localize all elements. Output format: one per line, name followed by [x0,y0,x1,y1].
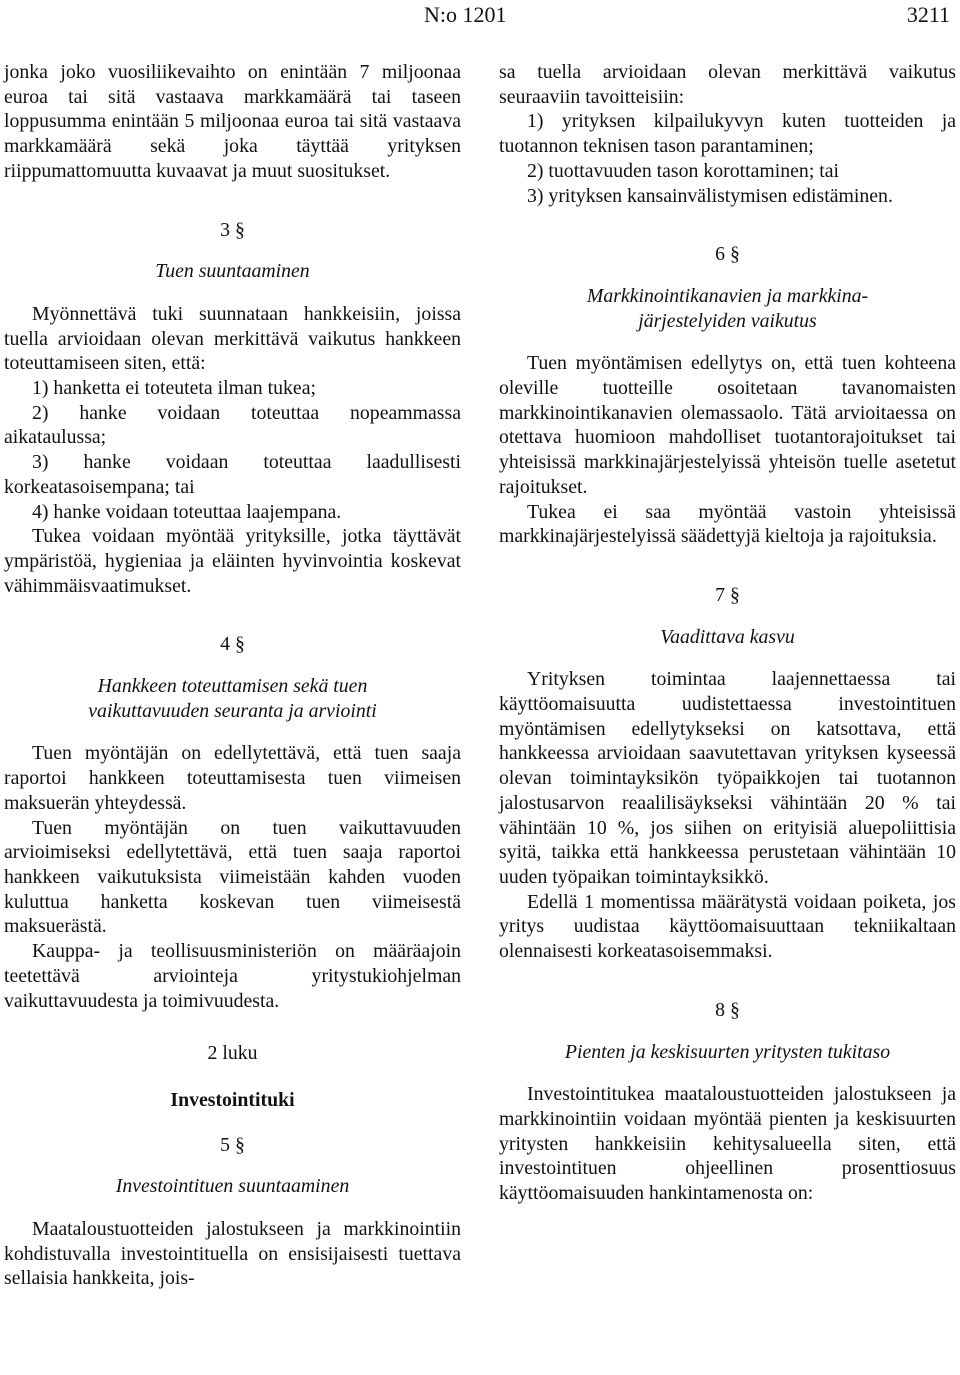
list-item: 3) yrityksen kansainvälistymisen edistäminen. [527,184,893,207]
list-item: 3) hanke voidaan toteuttaa laadullisesti korkeatasoisempana; tai [4,451,461,498]
section-3-paragraph: Tukea voidaan myöntää yrityksille, jotka täyttävät ympäristöä, hygieniaa ja eläinten hyvinvointia koskevat vähimmäisvaatimukset. [4,525,461,597]
section-3-title: Tuen suuntaaminen [155,260,310,283]
section-7-title: Vaadittava kasvu [660,625,795,648]
continued-paragraph: sa tuella arvioidaan olevan merkittävä vaikutus seuraaviin tavoitteisiin: [499,61,956,108]
list-item: 1) yrityksen kilpailukyvyn kuten tuotteiden ja tuotannon teknisen tason parantaminen; [499,110,956,158]
section-6-paragraph: Tukea ei saa myöntää vastoin yhteisissä markkinajärjestelyissä säädettyjä kieltoja ja rajoituksia. [499,500,956,548]
section-6-title-line: järjestelyiden vaikutus [638,309,817,332]
section-4-title-line: vaikuttavuuden seuranta ja arviointi [88,699,377,722]
section-7-paragraph: Edellä 1 momentissa määrätystä voidaan poiketa, jos yritys uudistaa käyttöomaisuuttaan tekniikaltaan olennaisesti korkeatasoisemmaksi. [499,890,956,963]
right-column [499,60,956,1206]
list-item: 2) tuottavuuden tason korottaminen; tai [527,159,840,182]
section-5-number: 5 § [220,1133,245,1156]
section-8-paragraph: Investointitukea maataloustuotteiden jalostukseen ja markkinointiin voidaan myöntää pienten ja keskisuurten yritysten hankkeisiin kehitysalueella siten, että investointituen ohjeellinen prosenttiosuus käyttöomaisuuden hankintamenosta on: [499,1083,956,1205]
intro-paragraph: jonka joko vuosiliikevaihto on enintään 7 miljoonaa euroa tai sitä vastaava markkamäärä tai taseen loppusumma enintään 5 miljoonaa euroa tai sitä vastaava markkamäärä sekä joka täyttää yrityksen riippumattomuutta kuvaavat ja muut suositukset. [4,61,461,182]
section-5-title: Investointituen suuntaaminen [115,1175,350,1198]
section-7-number: 7 § [715,583,740,606]
section-8-number: 8 § [715,998,740,1021]
list-item: 4) hanke voidaan toteuttaa laajempana. [32,500,342,523]
section-3-paragraph: Myönnettävä tuki suunnataan hankkeisiin, joissa tuella arvioidaan olevan merkittävä vaikutus hankkeen toteuttamiseen siten, että: [4,302,461,375]
section-7-paragraph: Yrityksen toimintaa laajennettaessa tai käyttöomaisuutta uudistettaessa investointituen myöntämisen edellytykseksi on katsottava, että hankkeessa arvioidaan saavutettavan yrityksen kyseessä olevan toimintayksikön työpaikkojen tai tuotannon jalostusarvon reaalilisäykseksi vähintään 20 % tai vähintään 10 %, jos siihen on erityisiä aluepoliittisia syitä, taikka että hankkeessa perustetaan vähintään 10 uuden työpaikan toimintayksikkö. [499,668,956,888]
list-item: 2) hanke voidaan toteuttaa nopeammassa aikataulussa; [4,401,461,449]
list-item: 1) hanketta ei toteuteta ilman tukea; [32,377,316,400]
section-6-number: 6 § [715,243,740,266]
section-4-paragraph: Kauppa- ja teollisuusministeriön on määräajoin teetettävä arviointeja yritystukiohjelman vaikuttavuudesta ja toimivuudesta. [4,940,461,1012]
section-4-paragraph: Tuen myöntäjän on tuen vaikuttavuuden arvioimiseksi edellytettävä, että tuen saaja raportoi hankkeen vaikutuksista viimeistään kahden vuoden kuluttua hanketta koskevan tuen viimeisestä maksuerästä. [4,816,461,938]
section-5-paragraph: Maataloustuotteiden jalostukseen ja markkinointiin kohdistuvalla investointituella on ensisijaisesti tuettava sellaisia hankkeita, jois- [4,1218,461,1290]
left-column [4,60,461,1291]
section-4-paragraph: Tuen myöntäjän on edellytettävä, että tuen saaja raportoi hankkeen toteuttamisesta tuen viimeisen maksuerän yhteydessä. [4,742,461,814]
section-4-title [4,674,461,723]
section-4-title-line: Hankkeen toteuttamisen sekä tuen [97,675,368,698]
chapter-title: Investointituki [170,1088,295,1111]
page-number: 3211 [906,2,950,27]
section-6-title-line: Markkinointikanavien ja markkina- [586,284,869,307]
chapter-label: 2 luku [207,1042,258,1065]
section-6-title [499,284,956,333]
section-3-number: 3 § [220,218,245,241]
issue-number: N:o 1201 [424,2,507,27]
section-6-paragraph: Tuen myöntämisen edellytys on, että tuen kohteena oleville tuotteille osoitetaan tavanomaisten markkinointikanavien olemassaolo. Tätä arvioitaessa on otettava huomioon mahdolliset tuotantorajoitukset tai yhteisissä markkinajärjestelyissä yhteisön tuelle asetetut rajoitukset. [499,352,956,498]
section-8-title: Pienten ja keskisuurten yritysten tukitaso [564,1040,891,1063]
section-4-number: 4 § [220,633,245,656]
